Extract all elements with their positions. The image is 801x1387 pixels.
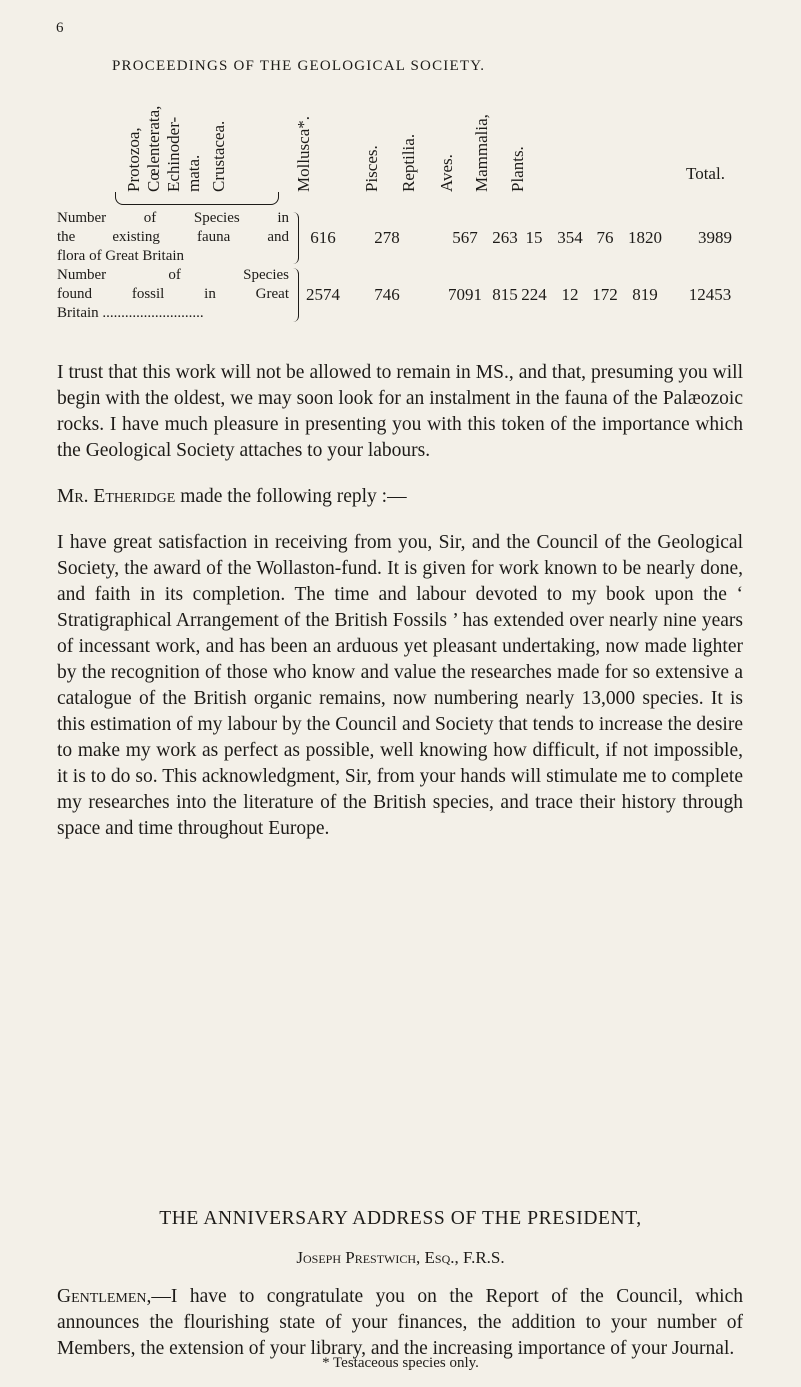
column-header: Mammalia, — [472, 114, 491, 192]
column-group-brace — [115, 192, 279, 205]
speaker-name: Mr. Etheridge — [57, 486, 176, 507]
address-paragraph: Gentlemen,—I have to congratulate you on the Report of the Council, which announces the flourishing state of your finances, the addition to your number of Members, the extension of your library, and the increasing importance of your Journal. — [57, 1286, 743, 1359]
column-header: Protozoa, — [124, 127, 143, 192]
column-header: Reptilia. — [399, 133, 418, 192]
column-header-total: Total. — [686, 164, 725, 183]
running-head: PROCEEDINGS OF THE GEOLOGICAL SOCIETY. — [112, 58, 486, 74]
body-text — [57, 360, 743, 862]
column-header: Echinoder- — [164, 116, 183, 192]
salutation: Gentlemen, — [57, 1286, 152, 1307]
page-number: 6 — [56, 20, 64, 36]
column-header: Mollusca*. — [294, 115, 313, 192]
paragraph: I have great satisfaction in receiving from you, Sir, and the Council of the Geological Society, the award of the Wollaston-fund. It is given for work known to be nearly done, and faith in its completion. The time and labour devoted to my book upon the ‘ Stratigraphical Arrangement of the British Fossils ’ has extended over nearly nine years of incessant work, and has been an arduous yet pleasant undertaking, now made lighter by the recognition of those who know and value the researches made for so extensive a catalogue of the British organic remains, now numbering nearly 13,000 species. It is this estimation of my labour by the Council and Society that tends to increase the desire to make my work as perfect as possible, well knowing how difficult, if not impossible, it is to do so. This acknowledgment, Sir, from your hands will stimulate me to complete my researches into the literature of the British species, and trace their history through space and time throughout Europe. — [57, 532, 743, 839]
row-label: Number of Species in the existing fauna and flora of Great Britain — [57, 210, 289, 264]
column-header: Aves. — [437, 154, 456, 192]
section-heading: THE ANNIVERSARY ADDRESS OF THE PRESIDENT, — [159, 1208, 642, 1229]
author-line: Joseph Prestwich, Esq., F.R.S. — [296, 1248, 505, 1267]
row-label: Number of Species found fossil in Great Britain ........................... — [57, 267, 289, 321]
footnote: * Testaceous species only. — [322, 1355, 479, 1371]
column-header: Pisces. — [362, 145, 381, 192]
column-header: mata. — [184, 154, 203, 192]
paragraph: I trust that this work will not be allowed to remain in MS., and that, presuming you will begin with the oldest, we may soon look for an instalment in the fauna of the Palæozoic rocks. I have much pleasure in presenting you with this token of the importance which the Geological Society attaches to your labours. — [57, 362, 743, 461]
reply-intro: Mr. Etheridge made the following reply :— — [57, 486, 407, 507]
column-header: Cœlenterata, — [144, 105, 163, 192]
column-header: Plants. — [508, 146, 527, 192]
column-header: Crustacea. — [209, 120, 228, 192]
